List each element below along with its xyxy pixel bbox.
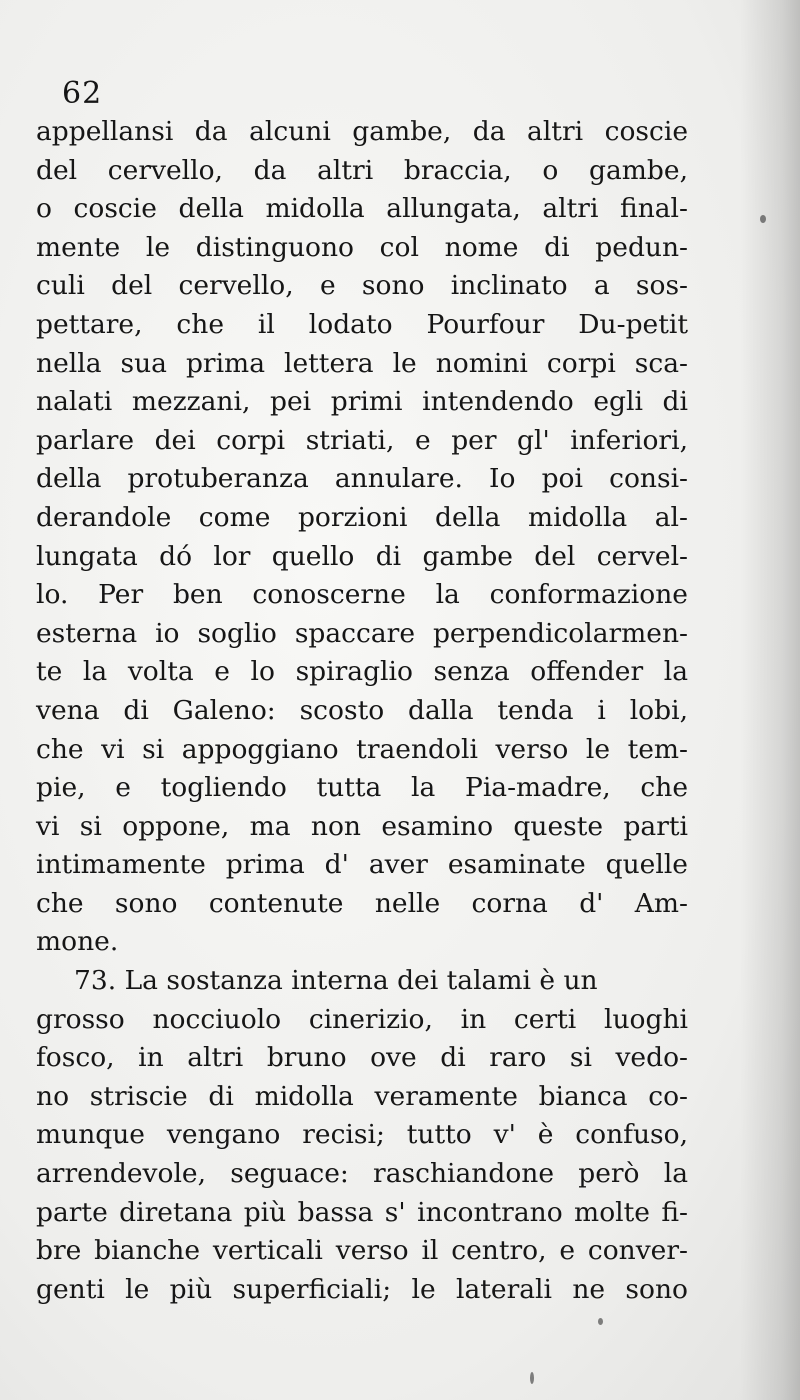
text-line: genti le più superficiali; le laterali ne sono (36, 1273, 688, 1305)
text-line: no striscie di midolla veramente bianca co- (36, 1080, 688, 1112)
text-line: del cervello, da altri braccia, o gambe, (36, 154, 688, 186)
text-line: pie, e togliendo tutta la Pia-madre, che (36, 772, 688, 804)
text-line: parte diretana più bassa s' incontrano molte fi- (36, 1196, 688, 1228)
text-line: fosco, in altri bruno ove di raro si vedo- (36, 1042, 688, 1074)
text-line: te la volta e lo spiraglio senza offender la (36, 656, 688, 688)
text-line: mone. (36, 926, 119, 958)
text-line: della protuberanza annulare. Io poi consi- (36, 463, 688, 495)
text-line: intimamente prima d' aver esaminate quelle (36, 849, 688, 881)
text-line: lungata dó lor quello di gambe del cervel- (36, 540, 688, 572)
page-number: 62 (62, 76, 103, 111)
text-line: che vi si appoggiano traendoli verso le tem- (36, 733, 688, 765)
text-line: nalati mezzani, pei primi intendendo egli di (36, 386, 688, 418)
text-line: nella sua prima lettera le nomini corpi sca- (36, 347, 688, 379)
text-line: vena di Galeno: scosto dalla tenda i lobi, (36, 694, 688, 726)
text-line: derandole come porzioni della midolla al- (36, 501, 688, 533)
text-line: mente le distinguono col nome di pedun- (36, 231, 688, 263)
text-line: arrendevole, seguace: raschiandone però la (36, 1158, 688, 1190)
text-line: o coscie della midolla allungata, altri final- (36, 193, 688, 225)
text-line: munque vengano recisi; tutto v' è confuso, (36, 1119, 688, 1151)
text-line: vi si oppone, ma non esamino queste parti (36, 810, 688, 842)
text-line: 73. La sostanza interna dei talami è un (74, 965, 598, 997)
text-line: grosso nocciuolo cinerizio, in certi luoghi (36, 1003, 688, 1035)
page-gutter-shadow (740, 0, 800, 1400)
text-line: lo. Per ben conoscerne la conformazione (36, 579, 688, 611)
text-line: culi del cervello, e sono inclinato a sos- (36, 270, 688, 302)
text-line: appellansi da alcuni gambe, da altri coscie (36, 116, 688, 147)
text-line: parlare dei corpi striati, e per gl' inferiori, (36, 424, 688, 456)
text-line: pettare, che il lodato Pourfour Du-petit (36, 308, 688, 340)
text-line: che sono contenute nelle corna d' Am- (36, 887, 688, 919)
text-line: esterna io soglio spaccare perpendicolarmen- (36, 617, 688, 649)
ink-speck (530, 1372, 534, 1384)
ink-speck (760, 215, 766, 223)
text-line: bre bianche verticali verso il centro, e conver- (36, 1235, 688, 1267)
body-text (36, 113, 688, 1309)
ink-speck (598, 1318, 603, 1325)
